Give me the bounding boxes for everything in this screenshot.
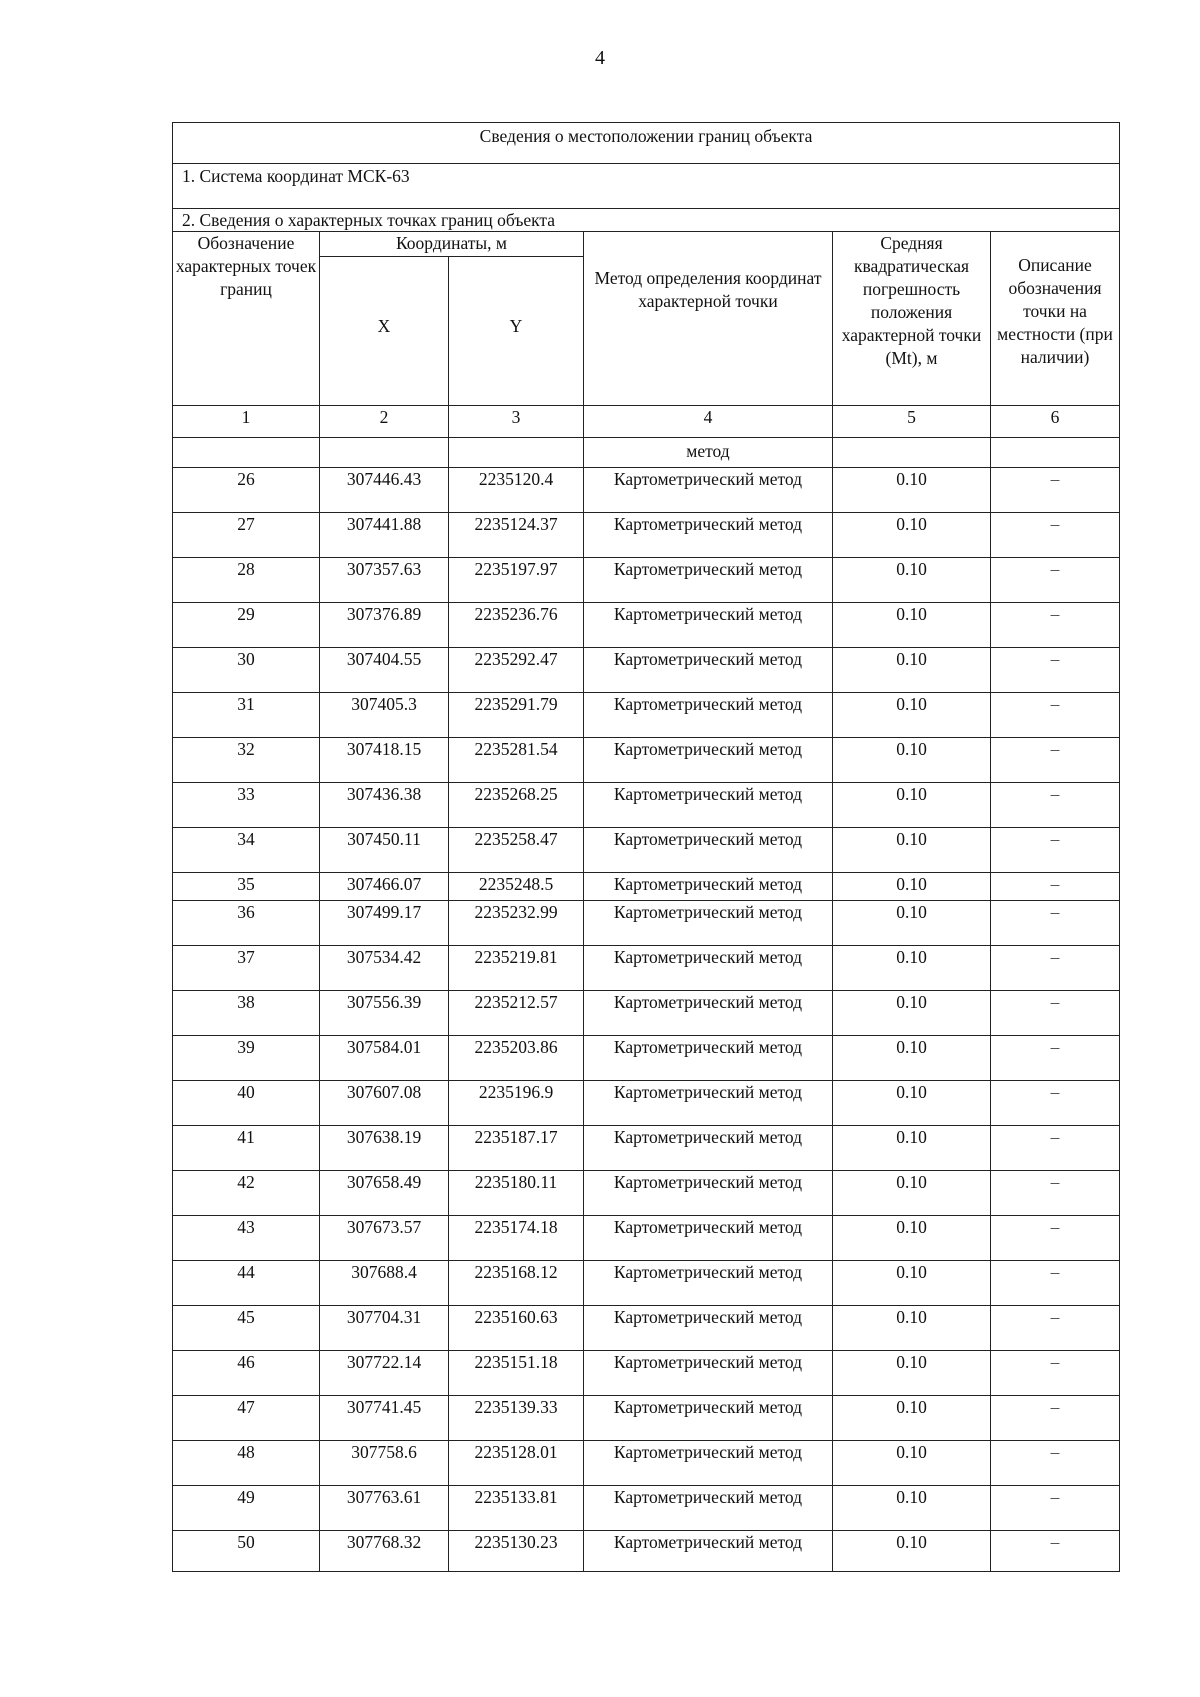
method-cell: Картометрический метод	[584, 1531, 833, 1572]
description-cell: –	[991, 1531, 1120, 1572]
y-coordinate-cell: 2235174.18	[449, 1216, 584, 1261]
mean-error-cell: 0.10	[833, 1396, 991, 1441]
point-designation-cell: 44	[173, 1261, 320, 1306]
y-coordinate-cell: 2235291.79	[449, 693, 584, 738]
method-cell: Картометрический метод	[584, 1486, 833, 1531]
description-cell: –	[991, 468, 1120, 513]
page-number: 4	[595, 47, 605, 69]
table-row	[173, 738, 1120, 783]
header-method: Метод определения координат характерной точки	[584, 232, 833, 406]
header-point-designation: Обозначение характерных точек границ	[173, 232, 320, 406]
y-coordinate-cell: 2235219.81	[449, 946, 584, 991]
table-row	[173, 648, 1120, 693]
description-cell: –	[991, 558, 1120, 603]
y-coordinate-cell: 2235212.57	[449, 991, 584, 1036]
table-row	[173, 828, 1120, 873]
header-y: Y	[449, 257, 584, 406]
x-coordinate-cell: 307556.39	[320, 991, 449, 1036]
mean-error-cell: 0.10	[833, 603, 991, 648]
header-mean-error: Средняя квадратическая погрешность положения характерной точки (Mt), м	[833, 232, 991, 406]
y-coordinate-cell: 2235120.4	[449, 468, 584, 513]
x-coordinate-cell: 307763.61	[320, 1486, 449, 1531]
x-coordinate-cell: 307722.14	[320, 1351, 449, 1396]
method-cell: Картометрический метод	[584, 946, 833, 991]
x-coordinate-cell: 307466.07	[320, 873, 449, 901]
point-designation-cell: 38	[173, 991, 320, 1036]
x-coordinate-cell: 307741.45	[320, 1396, 449, 1441]
continuation-empty-cell	[173, 438, 320, 468]
x-coordinate-cell: 307418.15	[320, 738, 449, 783]
mean-error-cell: 0.10	[833, 1486, 991, 1531]
y-coordinate-cell: 2235130.23	[449, 1531, 584, 1572]
continuation-method: метод	[584, 438, 833, 468]
description-cell: –	[991, 991, 1120, 1036]
y-coordinate-cell: 2235133.81	[449, 1486, 584, 1531]
mean-error-cell: 0.10	[833, 1126, 991, 1171]
x-coordinate-cell: 307704.31	[320, 1306, 449, 1351]
column-number: 1	[173, 406, 320, 438]
point-designation-cell: 35	[173, 873, 320, 901]
description-cell: –	[991, 648, 1120, 693]
y-coordinate-cell: 2235281.54	[449, 738, 584, 783]
y-coordinate-cell: 2235203.86	[449, 1036, 584, 1081]
table-row	[173, 1351, 1120, 1396]
y-coordinate-cell: 2235232.99	[449, 901, 584, 946]
point-designation-cell: 43	[173, 1216, 320, 1261]
point-designation-cell: 46	[173, 1351, 320, 1396]
column-number: 2	[320, 406, 449, 438]
x-coordinate-cell: 307357.63	[320, 558, 449, 603]
method-cell: Картометрический метод	[584, 558, 833, 603]
x-coordinate-cell: 307584.01	[320, 1036, 449, 1081]
point-designation-cell: 40	[173, 1081, 320, 1126]
point-designation-cell: 50	[173, 1531, 320, 1572]
point-designation-cell: 28	[173, 558, 320, 603]
column-number: 5	[833, 406, 991, 438]
table-row	[173, 783, 1120, 828]
x-coordinate-cell: 307688.4	[320, 1261, 449, 1306]
x-coordinate-cell: 307450.11	[320, 828, 449, 873]
mean-error-cell: 0.10	[833, 1036, 991, 1081]
method-cell: Картометрический метод	[584, 603, 833, 648]
x-coordinate-cell: 307404.55	[320, 648, 449, 693]
method-cell: Картометрический метод	[584, 1036, 833, 1081]
table-row	[173, 991, 1120, 1036]
table-row	[173, 1126, 1120, 1171]
mean-error-cell: 0.10	[833, 783, 991, 828]
method-cell: Картометрический метод	[584, 783, 833, 828]
table-row	[173, 558, 1120, 603]
point-designation-cell: 39	[173, 1036, 320, 1081]
table-row	[173, 946, 1120, 991]
y-coordinate-cell: 2235187.17	[449, 1126, 584, 1171]
mean-error-cell: 0.10	[833, 828, 991, 873]
method-cell: Картометрический метод	[584, 1171, 833, 1216]
method-cell: Картометрический метод	[584, 991, 833, 1036]
method-cell: Картометрический метод	[584, 1306, 833, 1351]
mean-error-cell: 0.10	[833, 738, 991, 783]
table-row	[173, 1531, 1120, 1572]
mean-error-cell: 0.10	[833, 558, 991, 603]
description-cell: –	[991, 513, 1120, 558]
continuation-empty-cell	[320, 438, 449, 468]
description-cell: –	[991, 693, 1120, 738]
table-row	[173, 1486, 1120, 1531]
mean-error-cell: 0.10	[833, 901, 991, 946]
table-row	[173, 1396, 1120, 1441]
table-row	[173, 873, 1120, 901]
description-cell: –	[991, 1126, 1120, 1171]
mean-error-cell: 0.10	[833, 991, 991, 1036]
description-cell: –	[991, 1396, 1120, 1441]
description-cell: –	[991, 1081, 1120, 1126]
y-coordinate-cell: 2235196.9	[449, 1081, 584, 1126]
table-row	[173, 1036, 1120, 1081]
point-designation-cell: 41	[173, 1126, 320, 1171]
table-row	[173, 1441, 1120, 1486]
y-coordinate-cell: 2235124.37	[449, 513, 584, 558]
description-cell: –	[991, 873, 1120, 901]
point-designation-cell: 29	[173, 603, 320, 648]
point-designation-cell: 37	[173, 946, 320, 991]
x-coordinate-cell: 307446.43	[320, 468, 449, 513]
x-coordinate-cell: 307441.88	[320, 513, 449, 558]
header-x: X	[320, 257, 449, 406]
method-cell: Картометрический метод	[584, 1126, 833, 1171]
coordinate-system: 1. Система координат МСК-63	[173, 164, 1120, 209]
y-coordinate-cell: 2235248.5	[449, 873, 584, 901]
table-row	[173, 603, 1120, 648]
description-cell: –	[991, 828, 1120, 873]
point-designation-cell: 27	[173, 513, 320, 558]
mean-error-cell: 0.10	[833, 1261, 991, 1306]
boundary-points-table	[172, 122, 1120, 1572]
mean-error-cell: 0.10	[833, 1351, 991, 1396]
table-row	[173, 468, 1120, 513]
header-coordinates: Координаты, м	[320, 232, 584, 257]
continuation-empty-cell	[991, 438, 1120, 468]
method-cell: Картометрический метод	[584, 1441, 833, 1486]
mean-error-cell: 0.10	[833, 1306, 991, 1351]
table-row	[173, 1081, 1120, 1126]
x-coordinate-cell: 307758.6	[320, 1441, 449, 1486]
table-row	[173, 513, 1120, 558]
point-designation-cell: 30	[173, 648, 320, 693]
x-coordinate-cell: 307673.57	[320, 1216, 449, 1261]
mean-error-cell: 0.10	[833, 1531, 991, 1572]
y-coordinate-cell: 2235180.11	[449, 1171, 584, 1216]
x-coordinate-cell: 307436.38	[320, 783, 449, 828]
x-coordinate-cell: 307768.32	[320, 1531, 449, 1572]
point-designation-cell: 32	[173, 738, 320, 783]
method-cell: Картометрический метод	[584, 513, 833, 558]
point-designation-cell: 26	[173, 468, 320, 513]
description-cell: –	[991, 1486, 1120, 1531]
point-designation-cell: 45	[173, 1306, 320, 1351]
method-cell: Картометрический метод	[584, 1081, 833, 1126]
y-coordinate-cell: 2235139.33	[449, 1396, 584, 1441]
point-designation-cell: 42	[173, 1171, 320, 1216]
table-row	[173, 1261, 1120, 1306]
mean-error-cell: 0.10	[833, 873, 991, 901]
method-cell: Картометрический метод	[584, 901, 833, 946]
description-cell: –	[991, 1306, 1120, 1351]
y-coordinate-cell: 2235128.01	[449, 1441, 584, 1486]
description-cell: –	[991, 901, 1120, 946]
point-designation-cell: 47	[173, 1396, 320, 1441]
column-number: 6	[991, 406, 1120, 438]
point-designation-cell: 48	[173, 1441, 320, 1486]
y-coordinate-cell: 2235168.12	[449, 1261, 584, 1306]
table-row	[173, 1216, 1120, 1261]
column-number: 3	[449, 406, 584, 438]
mean-error-cell: 0.10	[833, 1441, 991, 1486]
point-designation-cell: 34	[173, 828, 320, 873]
point-designation-cell: 36	[173, 901, 320, 946]
mean-error-cell: 0.10	[833, 1216, 991, 1261]
mean-error-cell: 0.10	[833, 1081, 991, 1126]
description-cell: –	[991, 738, 1120, 783]
method-cell: Картометрический метод	[584, 1351, 833, 1396]
point-designation-cell: 49	[173, 1486, 320, 1531]
table-row	[173, 693, 1120, 738]
y-coordinate-cell: 2235236.76	[449, 603, 584, 648]
method-cell: Картометрический метод	[584, 648, 833, 693]
method-cell: Картометрический метод	[584, 828, 833, 873]
method-cell: Картометрический метод	[584, 1216, 833, 1261]
method-cell: Картометрический метод	[584, 1396, 833, 1441]
mean-error-cell: 0.10	[833, 513, 991, 558]
description-cell: –	[991, 783, 1120, 828]
mean-error-cell: 0.10	[833, 648, 991, 693]
header-description: Описание обозначения точки на местности (при наличии)	[991, 232, 1120, 406]
description-cell: –	[991, 1261, 1120, 1306]
column-number: 4	[584, 406, 833, 438]
y-coordinate-cell: 2235197.97	[449, 558, 584, 603]
method-cell: Картометрический метод	[584, 738, 833, 783]
mean-error-cell: 0.10	[833, 468, 991, 513]
table-row	[173, 1306, 1120, 1351]
method-cell: Картометрический метод	[584, 468, 833, 513]
method-cell: Картометрический метод	[584, 873, 833, 901]
description-cell: –	[991, 603, 1120, 648]
x-coordinate-cell: 307499.17	[320, 901, 449, 946]
point-designation-cell: 31	[173, 693, 320, 738]
y-coordinate-cell: 2235151.18	[449, 1351, 584, 1396]
continuation-empty-cell	[449, 438, 584, 468]
point-designation-cell: 33	[173, 783, 320, 828]
method-cell: Картометрический метод	[584, 1261, 833, 1306]
x-coordinate-cell: 307376.89	[320, 603, 449, 648]
continuation-empty-cell	[833, 438, 991, 468]
x-coordinate-cell: 307405.3	[320, 693, 449, 738]
method-cell: Картометрический метод	[584, 693, 833, 738]
y-coordinate-cell: 2235160.63	[449, 1306, 584, 1351]
x-coordinate-cell: 307607.08	[320, 1081, 449, 1126]
x-coordinate-cell: 307534.42	[320, 946, 449, 991]
points-section-title: 2. Сведения о характерных точках границ объекта	[173, 209, 1120, 232]
description-cell: –	[991, 1351, 1120, 1396]
table-row	[173, 1171, 1120, 1216]
y-coordinate-cell: 2235258.47	[449, 828, 584, 873]
description-cell: –	[991, 1036, 1120, 1081]
description-cell: –	[991, 1441, 1120, 1486]
description-cell: –	[991, 1216, 1120, 1261]
x-coordinate-cell: 307638.19	[320, 1126, 449, 1171]
mean-error-cell: 0.10	[833, 693, 991, 738]
table-title: Сведения о местоположении границ объекта	[173, 123, 1120, 164]
x-coordinate-cell: 307658.49	[320, 1171, 449, 1216]
y-coordinate-cell: 2235292.47	[449, 648, 584, 693]
mean-error-cell: 0.10	[833, 1171, 991, 1216]
mean-error-cell: 0.10	[833, 946, 991, 991]
table-row	[173, 901, 1120, 946]
description-cell: –	[991, 946, 1120, 991]
description-cell: –	[991, 1171, 1120, 1216]
y-coordinate-cell: 2235268.25	[449, 783, 584, 828]
